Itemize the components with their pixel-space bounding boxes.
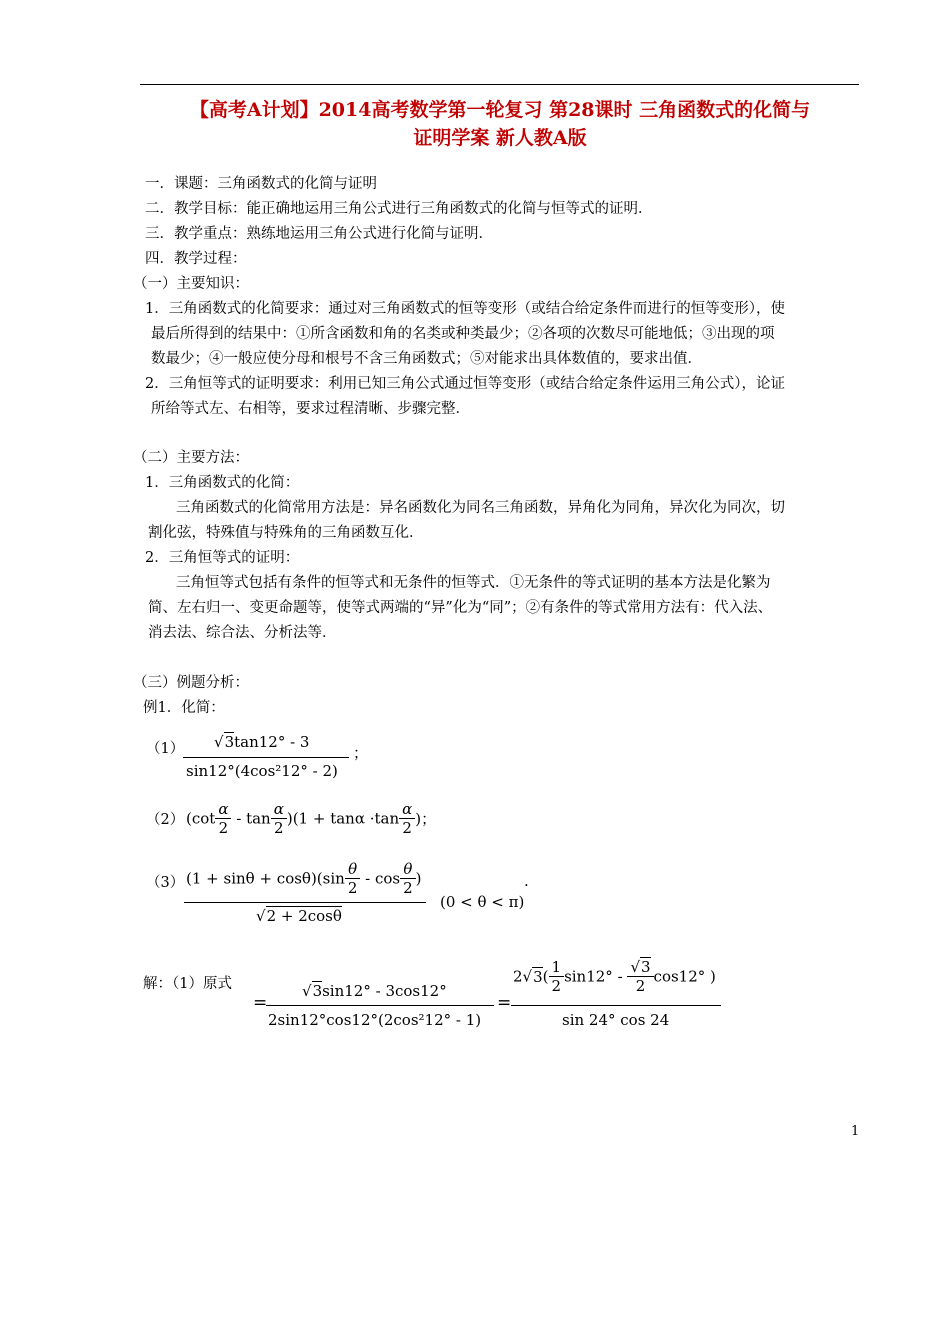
problem-3-close: ) (415, 869, 422, 888)
problem-2-part-a: (cot (186, 809, 216, 828)
solution-frac-2-half-num: 1 (551, 958, 562, 976)
knowledge-1-line-2: 最后所得到的结果中：①所含函数和角的名类或种类最少；②各项的次数尽可能地低；③出现的项 (151, 326, 775, 342)
methods-heading: （二）主要方法： (133, 450, 249, 466)
solution-frac-2-half-den: 2 (549, 976, 565, 995)
title-line-1: 【高考A计划】2014高考数学第一轮复习 第28课时 三角函数式的化简与 (189, 99, 811, 121)
problem-2-minus-tan: - tan (236, 809, 271, 828)
problem-1-fraction-bar (183, 757, 349, 758)
document-title (130, 96, 870, 152)
solution-frac-2-denominator: sin 24° cos 24 (562, 1011, 670, 1029)
solution-frac-2-sin: sin12° - (564, 967, 623, 986)
problem-3-num-a: (1 + sinθ + cosθ)(sin (186, 869, 345, 888)
problem-3-numerator (186, 860, 422, 897)
solution-frac-2-coef: 2 (513, 967, 523, 986)
method-2-line-2: 简、左右归一、变更命题等，使等式两端的“异”化为“同”；②有条件的等式常用方法有：代入法、 (148, 600, 773, 616)
section-process: 四．教学过程： (145, 251, 247, 267)
example-1-title: 例1．化简： (143, 700, 225, 716)
knowledge-2-line-2: 所给等式左、右相等，要求过程清晰、步骤完整． (151, 401, 470, 417)
solution-label: 解：（1）原式 (143, 976, 232, 992)
problem-1-label: （1） (146, 741, 185, 757)
solution-frac-1-radicand: 3 (312, 982, 323, 1000)
problem-1-numerator: √3tan12° - 3 (214, 733, 310, 751)
problem-3-two-2: 2 (400, 878, 416, 897)
problem-2-expression (186, 800, 436, 837)
problem-2-label: （2） (146, 812, 185, 828)
problem-3-frac-2 (400, 860, 416, 897)
solution-frac-2-numerator (513, 958, 716, 995)
solution-frac-2-root3-half (627, 958, 653, 995)
solution-frac-2-half (549, 958, 565, 995)
solution-frac-2-sqrt: √3 (522, 967, 543, 986)
knowledge-1-line-3: 数最少；④一般应使分母和根号不含三角函数式；⑤对能求出具体数值的，要求出值． (151, 351, 702, 367)
problem-1-numerator-rest: tan12° - 3 (234, 733, 310, 751)
method-2-line-1: 三角恒等式包括有条件的恒等式和无条件的恒等式．①无条件的等式证明的基本方法是化繁为 (176, 575, 771, 591)
solution-frac-2-root3: √3 (630, 958, 651, 976)
problem-3-end: . (524, 872, 529, 890)
problem-2-frac-1 (215, 800, 231, 837)
solution-frac-1-numerator: √3sin12° - 3cos12° (302, 982, 447, 1000)
knowledge-2-line-1: 2．三角恒等式的证明要求：利用已知三角公式通过恒等变形（或结合给定条件运用三角公式），论证 (145, 376, 785, 392)
examples-heading: （三）例题分析： (133, 675, 249, 691)
solution-frac-2-root3-radicand: 3 (641, 958, 651, 976)
solution-frac-1-bar (266, 1005, 494, 1006)
problem-2-alpha-1: α (218, 800, 229, 818)
header-rule (140, 84, 859, 85)
problem-3-fraction-bar (184, 902, 426, 903)
problem-3-label: （3） (146, 875, 185, 891)
problem-3-two-1: 2 (345, 878, 361, 897)
method-2-title: 2．三角恒等式的证明： (145, 550, 300, 566)
title-line-2: 证明学案 新人教A版 (413, 127, 587, 149)
problem-2-alpha-2: α (273, 800, 284, 818)
problem-3-minus-cos: - cos (365, 869, 401, 888)
problem-1-end: ； (353, 744, 369, 762)
solution-frac-1-numerator-rest: sin12° - 3cos12° (322, 982, 447, 1000)
section-key-points: 三．教学重点：熟练地运用三角公式进行化简与证明． (145, 226, 493, 242)
problem-2-two-3: 2 (399, 818, 415, 837)
method-1-title: 1．三角函数式的化简： (145, 475, 300, 491)
problem-3-theta-2: θ (403, 860, 413, 878)
solution-equals-1: = (253, 993, 268, 1013)
problem-3-denominator: √2 + 2cosθ (256, 907, 342, 925)
section-topic: 一．课题：三角函数式的化简与证明 (145, 176, 377, 192)
problem-3-radicand: 2 + 2cosθ (266, 907, 342, 925)
solution-frac-2-cos: cos12° ) (653, 967, 716, 986)
problem-3-theta-1: θ (348, 860, 358, 878)
solution-frac-2-open: ( (542, 967, 549, 986)
method-1-line-2: 割化弦，特殊值与特殊角的三角函数互化． (148, 525, 424, 541)
method-1-line-1: 三角函数式的化简常用方法是：异名函数化为同名三角函数，异角化为同角，异次化为同次，切 (176, 500, 785, 516)
problem-3-frac-1 (345, 860, 361, 897)
problem-2-alpha-3: α (402, 800, 413, 818)
solution-equals-2: = (497, 993, 512, 1013)
solution-frac-2-root3-den: 2 (627, 976, 653, 995)
knowledge-heading: （一）主要知识： (133, 276, 249, 292)
problem-2-mid: )(1 + tanα ·tan (286, 809, 400, 828)
problem-2-frac-2 (271, 800, 287, 837)
problem-2-two-1: 2 (215, 818, 231, 837)
method-2-line-3: 消去法、综合法、分析法等． (148, 625, 337, 641)
solution-frac-1-denominator: 2sin12°cos12°(2cos²12° - 1) (268, 1011, 482, 1029)
problem-3-condition: (0 < θ < π) (440, 893, 525, 911)
section-objectives: 二．教学目标：能正确地运用三角公式进行三角函数式的化简与恒等式的证明． (145, 201, 653, 217)
page-number: 1 (851, 1124, 860, 1139)
knowledge-1-line-1: 1．三角函数式的化简要求：通过对三角函数式的恒等变形（或结合给定条件而进行的恒等变形），使 (145, 301, 785, 317)
problem-2-end: )； (415, 810, 437, 828)
solution-frac-2-radicand: 3 (533, 967, 543, 986)
problem-2-frac-3 (399, 800, 415, 837)
problem-1-denominator: sin12°(4cos²12° - 2) (186, 762, 338, 780)
problem-2-two-2: 2 (271, 818, 287, 837)
solution-frac-2-bar (511, 1005, 721, 1006)
problem-1-radicand: 3 (224, 733, 235, 751)
